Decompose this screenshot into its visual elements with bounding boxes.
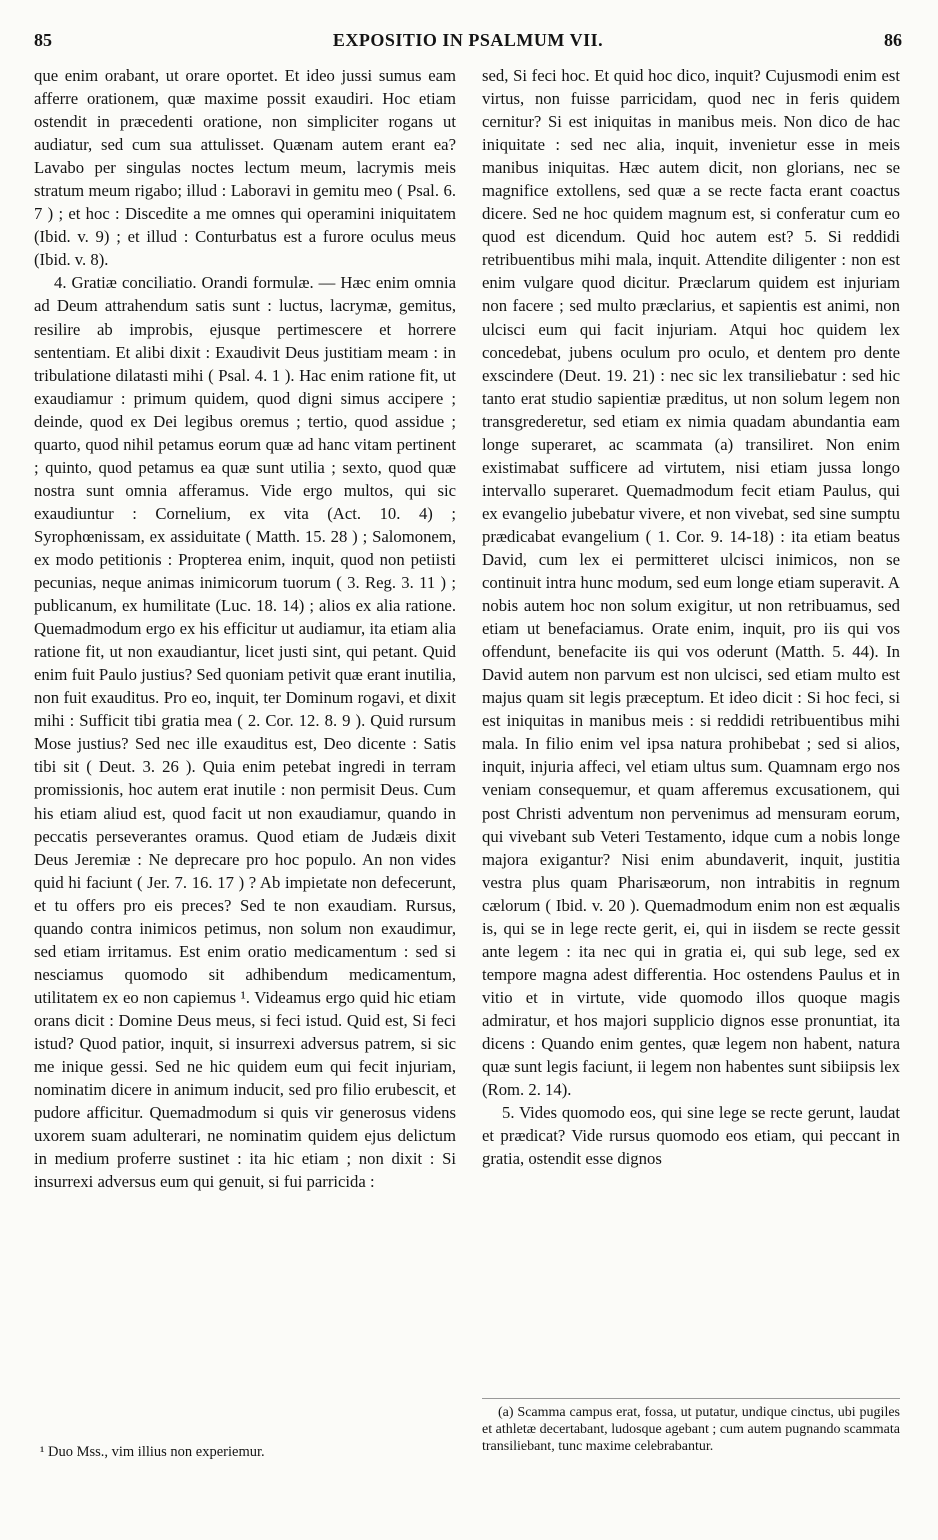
left-footnote: ¹ Duo Mss., vim illius non experiemur. — [40, 1444, 265, 1460]
page-header — [34, 30, 902, 58]
left-paragraph-2: 4. Gratiæ conciliatio. Orandi formulæ. — Hæc enim omnia ad Deum attrahendum satis sunt : luctus, lacrymæ, gemitus, resilire ab improbis, ejusque pertimescere et horrere sententiam. Et alibi dixit : Exaudivit Deus justitiam meam : in tribulatione dilatasti mihi ( Psal. 4. 1 ). Hac enim ratione fit, ut exaudiamur : primum quidem, quod digni simus accipere ; deinde, quod ex Dei legibus oremus ; tertio, quod assidue ; quarto, quod nihil petamus eorum quæ ad hanc vitam pertinent ; quinto, quod petamus ea quæ sunt utilia ; sexto, quod quæ nostra sunt omnia afferamus. Vide ergo multos, qui sic exaudiuntur : Cornelium, ex vita (Act. 10. 4) ; Syrophœnissam, ex assiduitate ( Matth. 15. 28 ) ; Salomonem, ex modo petitionis : Propterea enim, inquit, quod non petiisti pecunias, neque animas inimicorum tuorum ( 3. Reg. 3. 11 ) ; publicanum, ex humilitate (Luc. 18. 14) ; alios ex alia ratione. Quemadmodum ergo ex his efficitur ut audiamur, ita etiam alia ratione fit, ut non exaudiantur, licet justi sint, qui petant. Quid enim fuit Paulo justius? Sed quoniam petivit quæ erant inutilia, non fuit exauditus. Pro eo, inquit, ter Dominum rogavi, et dixit mihi : Sufficit tibi gratia mea ( 2. Cor. 12. 8. 9 ). Quid rursum Mose justius? Sed nec ille exauditus est, Deo dicente : Satis tibi sit ( Deut. 3. 26 ). Quia enim petebat ingredi in terram promissionis, hoc autem erat inutile : non permisit Deus. Cum his etiam aliud est, quod facit ut non exaudiamur, quando in peccatis perseverantes oramus. Quod etiam de Judæis dixit Deus Jeremiæ : Ne deprecare pro hoc populo. An non vides quid hi faciunt ( Jer. 7. 16. 17 ) ? Ab impietate non defecerunt, et tu offers pro eis preces? Sed te non exaudiam. Rursus, quando contra inimicos petimus, non solum non exaudimur, sed etiam irritamus. Est enim oratio medicamentum : sed si nesciamus quomodo sit adhibendum medicamentum, utilitatem ex eo non capiemus ¹. Videamus ergo quid hic etiam orans dicit : Domine Deus meus, si feci istud. Quid est, Si feci istud? Quod patior, inquit, si insurrexi adversus patrem, si sic me inique gessi. Sed ne hic quidem eum qui fecit injuriam, nominatim dicere in animum inducit, sed pro filio erubescit, et pudore afficitur. Quemadmodum si quis vir generosus videns uxorem suam adulterari, ne nominatim quidem ejus delictum in medium proferre sustinet : ita hic etiam ; non dixit : Si insurrexi adversus eum qui genuit, si fui parricida : — [34, 273, 456, 1192]
left-column — [34, 64, 456, 1193]
page-number-right: 86 — [884, 30, 902, 50]
right-paragraph-1: sed, Si feci hoc. Et quid hoc dico, inquit? Cujusmodi enim est virtus, non fuisse parricidam, quod nec in feris quidem cernitur? Si est iniquitas in manibus meis. Non dico de hac iniquitate : sed nec alia, inquit, invenietur esse in meis manibus iniquitas. Hæc autem dicit, non glorians, nec se magnifice extollens, sed quæ a se recte facta erant coactus dicere. Sed ne hoc quidem magnum est, si conferatur cum eo quod est dicendum. Quid hoc autem est? 5. Si reddidi retribuentibus mihi mala, inquit. Attendite diligenter : non est enim vulgare quod dicitur. Præclarum quidem est injuriam non facere ; sed multo præclarius, et sapientis est animi, non ulcisci eum qui facit injuriam. Atqui hoc quidem lex concedebat, jubens oculum pro oculo, et dentem pro dente exscindere (Deut. 19. 21) : nec sic lex transiliebatur : sed hic tanto erat studio sapientiæ præditus, ut non solum legem non transgrederetur, sed etiam ex nimia quadam abundantia eam longe superaret, ac scammata (a) transiliret. Non enim existimabat sufficere ad virtutem, nisi etiam jussa longo intervallo superaret. Quemadmodum fecit etiam Paulus, qui ex evangelio jubebatur vivere, et non vivebat, sed sine sumptu prædicabat evangelium ( 1. Cor. 9. 14-18) : ita etiam beatus David, cum lex ei permitteret ulcisci inimicos, non se continuit intra hunc modum, sed eum longe etiam superavit. A nobis autem hoc non solum exigitur, ut non retribuamus, sed etiam ut benefaciamus. Orate enim, inquit, pro iis qui vos offendunt, benefacite iis qui vos oderunt (Matth. 5. 44). In David autem non parvum est non ulcisci, sed etiam multo est majus quam sit legis præceptum. Et ideo dicit : Si hoc feci, si est iniquitas in manibus meis : si reddidi retribuentibus mihi mala. In filio enim vel ipsa natura prohibebat ; sed si alios, inquit, injuria affeci, vel etiam ultus sum. Quamnam ergo nos veniam consequemur, et quam afferemus excusationem, qui post Christi adventum non pervenimus ad mensuram eorum, qui vivebant sub Veteri Testamento, idque cum a nobis longe majora exigantur? Nisi enim abundaverit, inquit, justitia vestra plus quam Pharisæorum, non intrabitis in regnum cælorum ( Ibid. v. 20 ). Quemadmodum enim non est æqualis is, qui se in lege recte gerit, ei, qui in iisdem se recte gessit ante legem : ita nec qui in gratia ei, qui sub lege, sed ex tempore magna adest differentia. Hoc ostendens Paulus et in vitio et in virtute, vide quomodo illos quoque magis admiratur, et hos majori supplicio dignos esse pronuntiat, ita dicens : Quando enim gentes, quæ legem non habent, natura quæ sunt legis faciunt, ii legem non habentes sunt sibiipsis lex (Rom. 2. 14). — [482, 66, 900, 1100]
page-number-left: 85 — [34, 30, 52, 50]
footnote-divider — [482, 1398, 900, 1399]
right-column — [482, 64, 900, 1170]
running-title: EXPOSITIO IN PSALMUM VII. — [332, 30, 604, 50]
right-footnote: (a) Scamma campus erat, fossa, ut putatur, undique cinctus, ubi pugiles et athletæ decertabant, ludosque agebant ; cum autem pugnando scammata transiliebant, tunc maxime celebrabantur. — [482, 1405, 900, 1454]
left-paragraph-1: que enim orabant, ut orare oportet. Et ideo jussi sumus eam afferre orationem, quæ maxime possit exaudiri. Hoc etiam ostendit in præcedenti oratione, non simpliciter rogans ut audiatur, sed cum sua attulisset. Quænam autem erant ea? Lavabo per singulas noctes lectum meum, lacrymis meis stratum meum rigabo; illud : Laboravi in gemitu meo ( Psal. 6. 7 ) ; et hoc : Discedite a me omnes qui operamini iniquitatem (Ibid. v. 9) ; et illud : Conturbatus est a furore oculus meus (Ibid. v. 8). — [34, 66, 456, 270]
right-paragraph-2: 5. Vides quomodo eos, qui sine lege se recte gerunt, laudat et prædicat? Vide rursus quomodo eos etiam, qui peccant in gratia, ostendit esse dignos — [482, 1103, 900, 1169]
